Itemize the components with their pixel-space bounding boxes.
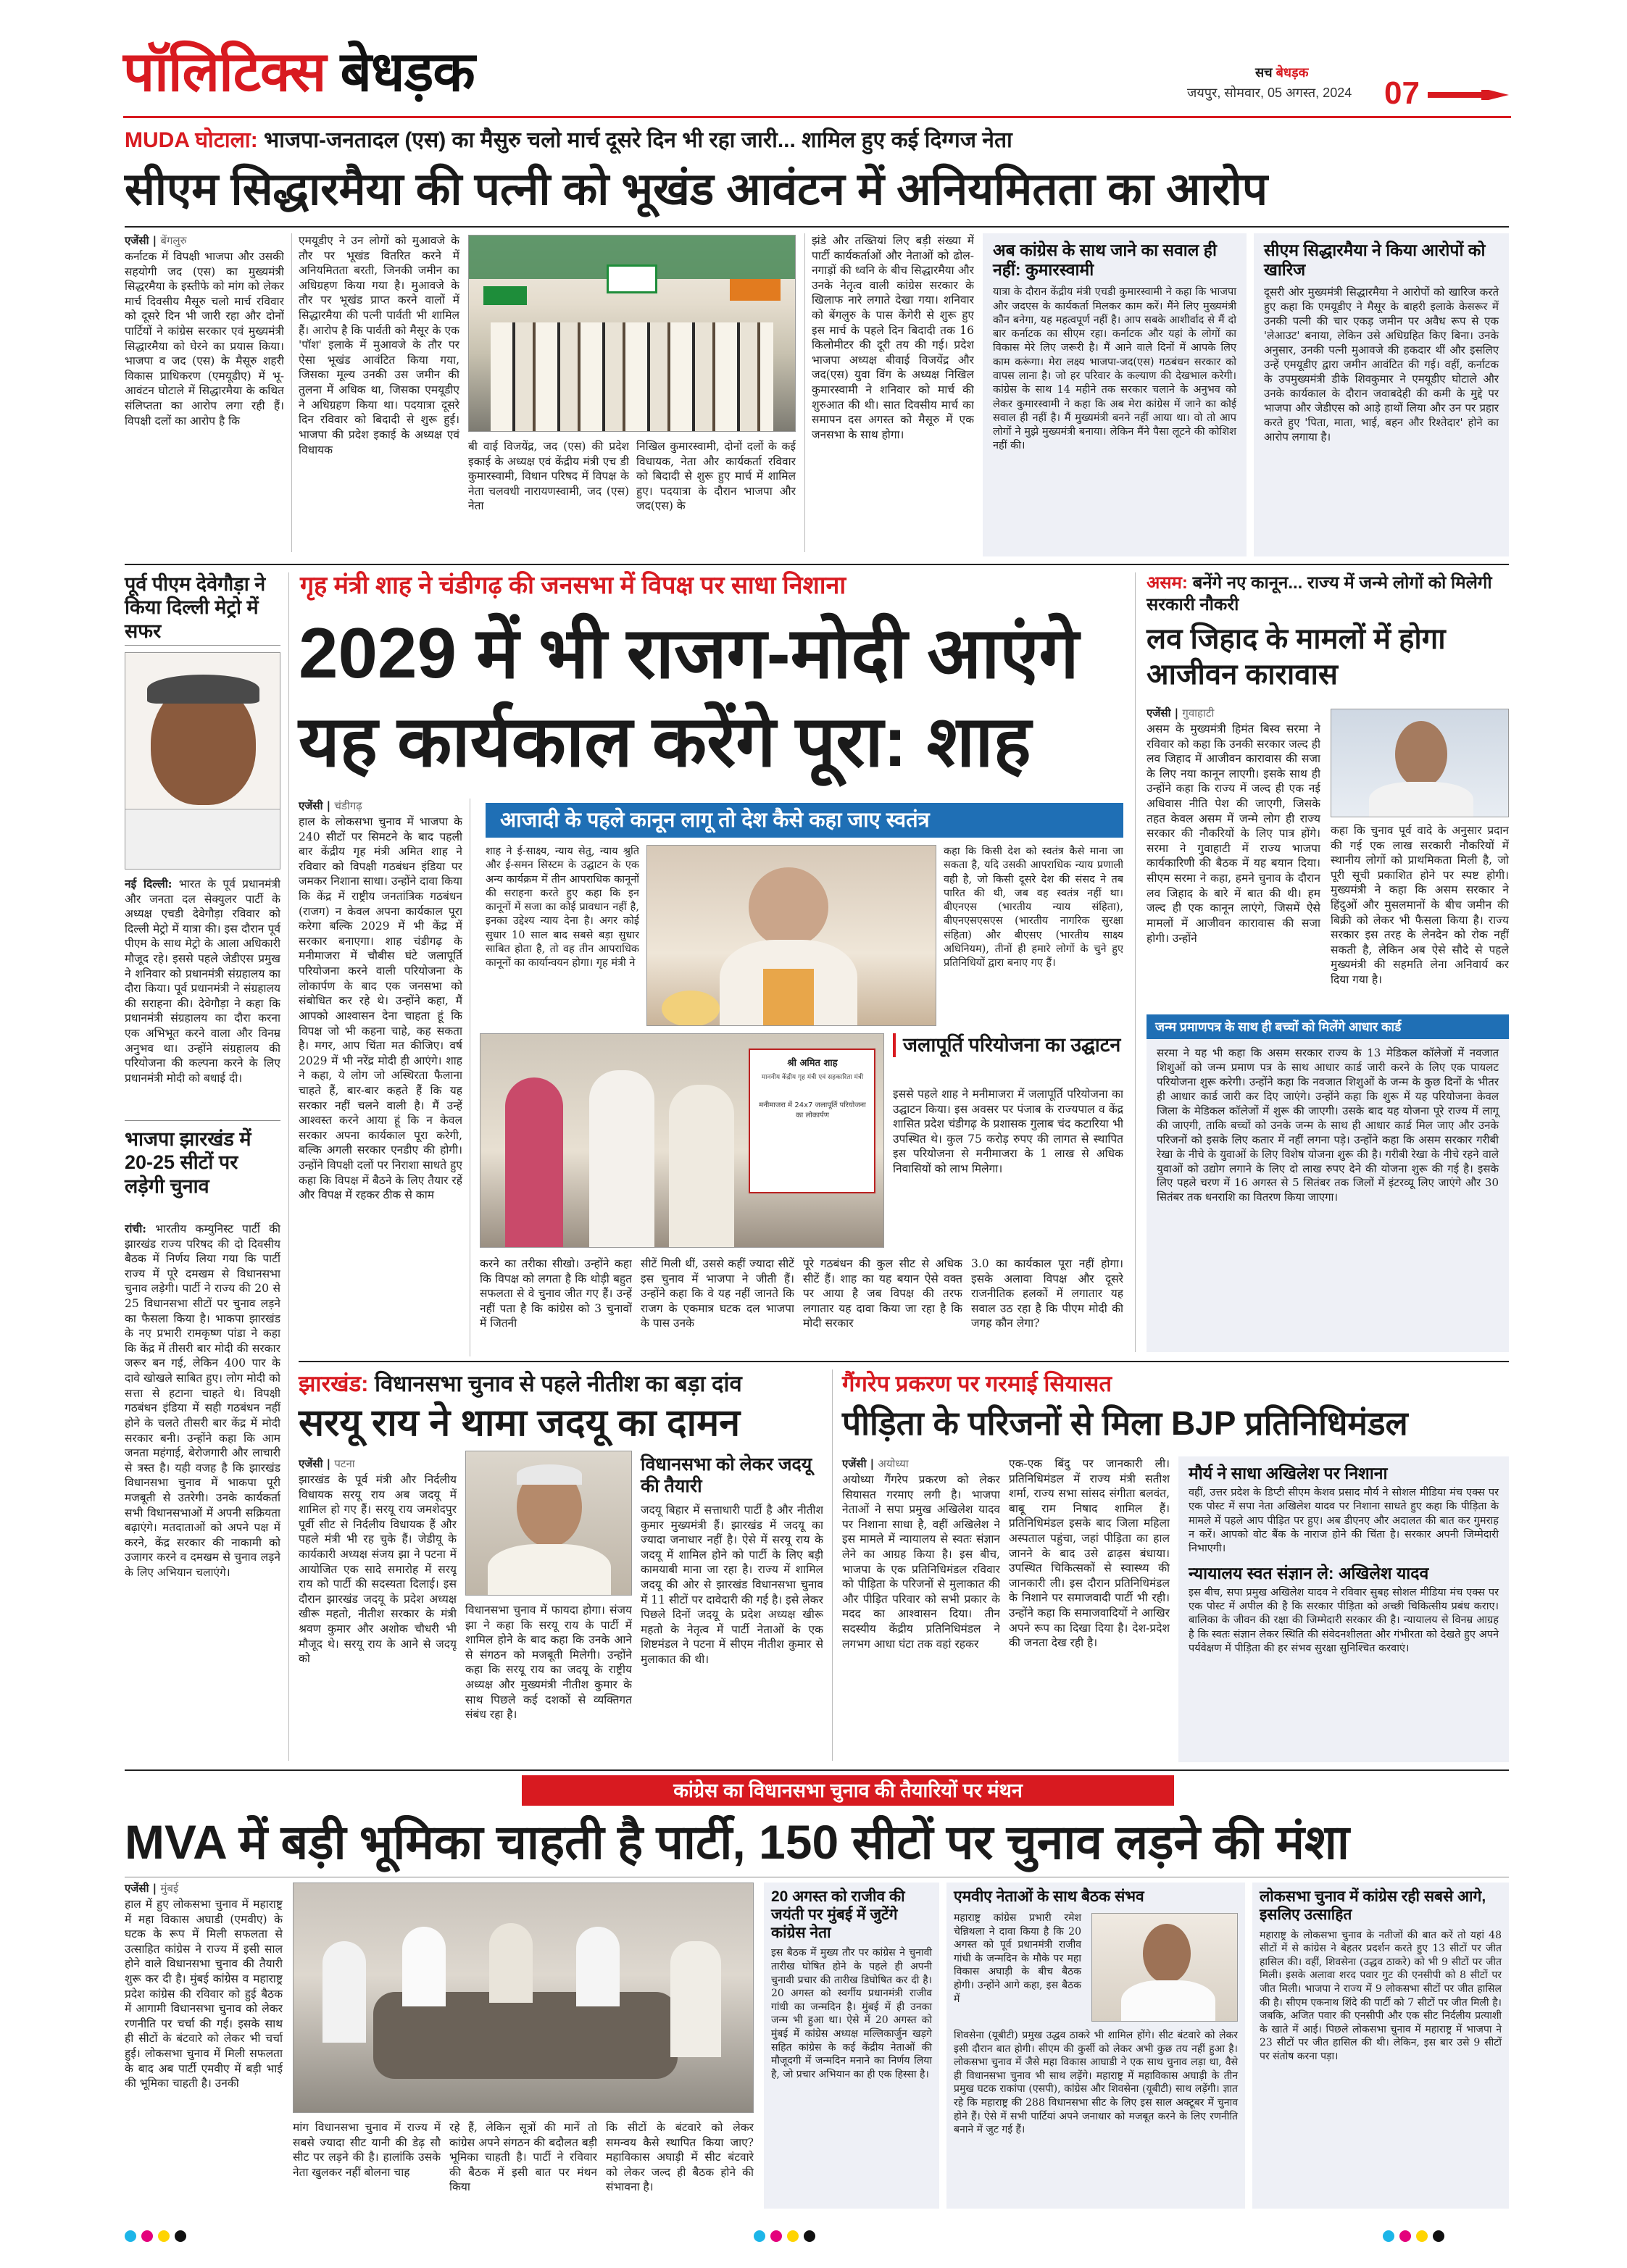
akhilesh-text: इस बीच, सपा प्रमुख अखिलेश यादव ने रविवार सुबह सोशल मीडिया मंच एक्स पर एक पोस्ट में अपील की है कि सरकार पीड़िता को अच्छी चिकित्सीय प्रबंध कराए। बालिका के जीवन की रक्षा की जिम्मेदारी सरकार की है। न्यायालय से विनम्र आग्रह है कि स्वतः संज्ञान लेकर स्थिति की संवेदनशीलता और गंभीरता को देखते हुए अपने पर्यवेक्षण में पीड़िता की हर संभव सुरक्षा सुनिश्चित करवाएं। — [1189, 1586, 1499, 1654]
muda-kicker-line — [125, 127, 1509, 154]
color-register-left — [125, 2230, 191, 2245]
muda-agency: एजेंसी — [125, 234, 149, 247]
assam-kicker-line — [1147, 572, 1509, 616]
muda-caption-2: निखिल कुमारस्वामी, दोनों दलों के कई विधायक, नेता और कार्यकर्ता रविवार को बिदादी से शुरू हुए मार्च में शामिल हुए। पदयात्रा के दौरान भाजपा और जद(एस) के — [636, 440, 796, 513]
muda-headline: सीएम सिद्धारमैया की पत्नी को भूखंड आवंटन में अनियमितता का आरोप — [125, 164, 1268, 214]
maurya-text: वहीं, उत्तर प्रदेश के डिप्टी सीएम केशव प्रसाद मौर्य ने सोशल मीडिया मंच एक्स पर एक पोस्ट में सपा नेता अखिलेश यादव पर निशाना साधते हुए कहा कि पीड़िता के मामले में पहले आप पीड़ित पर हुए। अब डीएनए और अदालत की बात कर गुमराह न करें। आपको वोट बैंक के नाराज होने की चिंता है। सरकार अपनी जिम्मेदारी निभाएगी। — [1189, 1487, 1499, 1555]
muda-city: बेंगलुरु — [160, 234, 187, 247]
saryu-dateline: एजेंसी | पटना — [299, 1457, 355, 1470]
mva-meet-head: एमवीए नेताओं के साथ बैठक संभव — [954, 1888, 1144, 1905]
shah-kicker: गृह मंत्री शाह ने चंडीगढ़ की जनसभा में विपक्ष पर साधा निशाना — [300, 572, 846, 599]
gangrape-city: अयोध्या — [878, 1457, 909, 1470]
pen-icon — [1428, 86, 1511, 104]
saryu-agency: एजेंसी — [299, 1457, 323, 1470]
assam-dateline: एजेंसी | गुवाहाटी — [1147, 706, 1215, 720]
gangrape-dateline: एजेंसी | अयोध्या — [842, 1457, 909, 1470]
loksabha-box — [1252, 1883, 1509, 2209]
jharkhand-bjp-text — [125, 1222, 280, 1762]
saryu-side-head: विधानसभा को लेकर जदयू की तैयारी — [641, 1454, 812, 1496]
deve-dateline: नई दिल्ली: — [125, 877, 172, 891]
color-register-center — [754, 2230, 820, 2245]
brand-black: बेधड़क — [340, 41, 475, 103]
assam-city: गुवाहाटी — [1182, 706, 1215, 720]
shah-head-line2: यह कार्यकाल करेंगे पूरा: शाह — [299, 701, 1031, 781]
muda-col4: झंडे और तख्तियां लिए बड़ी संख्या में पार्टी कार्यकर्ताओं और नेताओं को ढोल-नगाड़ों की ध्वनि के बीच सिद्धारमैया और उनके नेतृत्व वाली कांग्रेस सरकार के खिलाफ नारे लगाते देखा गया। शनिवार को बेंगलुरु के पास केंगेरी से शुरू हुए इस मार्च के पहले दिन बिदादी तक 16 किलोमीटर की दूरी तय की गई। प्रदेश भाजपा अध्यक्ष बीवाई विजयेंद्र और जद(एस) युवा विंग के अध्यक्ष निखिल कुमारस्वामी ने शनिवार को मार्च की शुरुआत की थी। सात दिवसीय मार्च का समापन दस अगस्त को मैसूरु में एक जनसभा के साथ होगा। — [812, 234, 974, 441]
deve-rule — [125, 645, 280, 646]
saryu-col2: विधानसभा चुनाव में फायदा होगा। संजय झा ने कहा कि सरयू राय के पार्टी में शामिल होने के बाद कहा कि उनके आने से संगठन को मजबूती मिलेगी। उन्होंने कहा कि सरयू राय का जदयू के राष्ट्रीय अध्यक्ष और मुख्यमंत्री नीतीश कुमार के साथ पिछले कई दशकों से व्यक्तिगत संबंध रहा है। — [465, 1604, 632, 1722]
brand-red: पॉलिटिक्स — [123, 41, 326, 103]
deve-head: पूर्व पीएम देवेगौड़ा ने किया दिल्ली मेट्रो में सफर — [125, 573, 266, 642]
kharij-box — [1254, 233, 1509, 556]
muda-dateline: एजेंसी | बेंगलुरु — [125, 234, 187, 247]
gangrape-head: पीड़िता के परिजनों से मिला BJP प्रतिनिधिमंडल — [842, 1404, 1408, 1442]
kumaraswamy-head: अब कांग्रेस के साथ जाने का सवाल ही नहीं: कुमारस्वामी — [993, 241, 1217, 280]
kharij-text: दूसरी ओर मुख्यमंत्री सिद्धारमैया ने आरोपों को खारिज करते हुए कहा कि एमयूडीए ने मैसूर के बाहरी इलाके केसरूर में उनकी पत्नी की चार एकड़ जमीन पर अवैध रूप से एक 'लेआउट' बनाया, लेकिन उसे अधिग्रहित किए बिना। उनके अनुसार, उनकी पत्नी मुआवजे की हकदार थीं और इसलिए उन्हें एमयूडीए द्वारा जमीन आवंटित की गई। वहीं, कर्नाटक के उपमुख्यमंत्री डीके शिवकुमार ने एमयूडीए घोटाले और उनके कार्यकाल के दौरान जवाबदेही की कमी के मुद्दे पर भाजपा और जेडीएस को आड़े हाथों लिया और उन पर प्रहार करते हुए 'पिता, माता, भाई, बहन और रिश्तेदार' होने का आरोप लगाया है। — [1264, 285, 1499, 443]
assam-blue-bar: जन्म प्रमाणपत्र के साथ ही बच्चों को मिलेंगे आधार कार्ड — [1147, 1014, 1509, 1039]
mva-city: मुंबई — [160, 1882, 179, 1895]
tag-red: बेधड़क — [1276, 65, 1309, 80]
akhilesh-head: न्यायालय स्वत संज्ञान ले: अखिलेश यादव — [1189, 1563, 1429, 1583]
saryu-side-text: जदयू बिहार में सत्ताधारी पार्टी है और नीतीश कुमार मुख्यमंत्री हैं। झारखंड में जदयू का ज्यादा जनाधार नहीं है। ऐसे में सरयू राय के जदयू में शामिल होने को पार्टी के लिए बड़ी कामयाबी माना जा रहा है। राज्य में शामिल जदयू की ओर से झारखंड विधानसभा चुनाव में 11 सीटों पर दावेदारी की गई है। इसे लेकर पिछले दिनों जदयू के प्रदेश अध्यक्ष खीरू महतो के नेतृत्व में पार्टी नेताओं के एक शिष्टमंडल ने पटना में सीएम नीतीश कुमार से मुलाकात की थी। — [641, 1504, 823, 1667]
assam-kicker: असम: — [1147, 573, 1188, 593]
jharkhand-bjp-body: भारतीय कम्युनिस्ट पार्टी की झारखंड राज्य परिषद की दो दिवसीय बैठक में निर्णय लिया गया कि पार्टी राज्य में पूरे दमखम से विधानसभा चुनाव लड़ेगी। पार्टी ने राज्य की 20 से 25 विधानसभा सीटों पर चुनाव लड़ने का फैसला किया है। भाकपा झारखंड के नए प्रभारी रामकृष्ण पांडा ने कहा कि केंद्र में तीसरी बार मोदी की सरकार जरूर बन गई, लेकिन 400 पार के दावे खोखले साबित हुए। लोग मोदी को सत्ता से हटाना चाहते थे। विपक्षी गठबंधन इंडिया में सही गठबंधन नहीं होने के चलते तीसरी बार केंद्र में मोदी सरकार बनी। उन्होंने कहा कि आम जनता महंगाई, बेरोजगारी और लाचारी से त्रस्त है। यही वजह है कि झारखंड विधानसभा चुनाव में भाकपा पूरी मजबूती से उतरेगी। उनके कार्यकर्ता सभी विधानसभाओं में अपनी सक्रियता बढ़ाएंगे। मतदाताओं को अपने पक्ष में करने, केंद्र सरकार की नाकामी को उजागर करने व दमखम से चुनाव लड़ने के लिए अभियान चलाएंगे। — [125, 1222, 280, 1580]
plaque-subtitle: माननीय केंद्रीय गृह मंत्री एवं सहकारिता मंत्री — [761, 1074, 864, 1081]
page-number: 07 — [1384, 75, 1420, 111]
saryu-head: सरयू राय ने थामा जदयू का दामन — [299, 1402, 741, 1444]
muda-kicker: MUDA घोटाला: — [125, 128, 258, 152]
shah-col1: हाल के लोकसभा चुनाव में भाजपा के 240 सीटों पर सिमटने के बाद पहली बार केंद्रीय गृह मंत्री अमित शाह ने रविवार को विपक्षी गठबंधन इंडिया पर जमकर निशाना साधा। उन्होंने दावा किया कि केंद्र में राष्ट्रीय जनतांत्रिक गठबंधन (राजग) न केवल अपना कार्यकाल पूरा करेगा बल्कि 2029 में भी केंद्र में सरकार बनाएगा। शाह चंडीगढ़ के मनीमाजरा में चौबीस घंटे जलापूर्ति परियोजना करने वाली परियोजना के लोकार्पण के बाद एक जनसभा को संबोधित कर रहे थे। उन्होंने कहा, मैं आपको आश्वासन देना चाहता हूं कि विपक्ष जो भी कहना चाहे, कह सकता है। मगर, आप चिंता मत कीजिए। वर्ष 2029 में भी नरेंद्र मोदी ही आएंगे। शाह ने कहा, ये लोग जो अस्थिरता फैलाना चाहते हैं, बार-बार कहते हैं कि यह सरकार नहीं चलने वाली है। मैं उन्हें आश्वस्त करने आया हूं कि न केवल सरकार अपना कार्यकाल पूरा करेगी, बल्कि अगली सरकार एनडीए की होगी। उन्होंने विपक्षी दलों पर निराशा साधते हुए कहा कि विपक्ष में बैठने के लिए तैयार रहें और विपक्ष में रहकर ठीक से काम — [299, 815, 462, 1202]
assam-aadhaar-text: सरमा ने यह भी कहा कि असम सरकार राज्य के 13 मेडिकल कॉलेजों में नवजात शिशुओं को जन्म प्रमाण पत्र के साथ आधार कार्ड जारी करने के लिए एक पायलट परियोजना शुरू करेगी। उन्होंने कहा कि नवजात शिशुओं के जन्म के कुछ दिनों के भीतर ही आधार कार्ड जारी कर दिए जाएंगे। उन्होंने कहा कि शुरू में यह परियोजना केवल जिला के मेडिकल कॉलेजों में शुरू की जाएगी। उसके बाद यह योजना पूरे राज्य में लागू की जाएगी, ताकि बच्चों को उनके जन्म के साथ ही आधार कार्ड मिल जाए और उनके परिजनों को इसके लिए कतार में नहीं लगना पड़े। उन्होंने कहा कि असम सरकार गरीबी रेखा के नीचे के युवाओं के लिए विशेष योजना शुरू की है। गरीबी रेखा के नीचे रहने वाले युवाओं को उद्योग लगाने के लिए दो लाख रुपए देने की योजना शुरू की गई है। इसके लिए पहले चरण में 16 अगस्त से 5 सितंबर तक जिलों में इंटरव्यू लिए जाएंगे और 30 सितंबर तक धनराशि का वितरण किया जाएगा। — [1157, 1046, 1499, 1204]
shah-agency: एजेंसी — [299, 799, 323, 812]
brand-name — [123, 41, 475, 104]
mva-bottom-col2: रहे हैं, लेकिन सूत्रों की मानें तो कांग्रेस अपने संगठन की बदौलत बड़ी भूमिका चाहती है। पार्टी ने रविवार की बैठक में इसी बात पर मंथन किया — [449, 2121, 597, 2194]
gangrape-col2: एक-एक बिंदु पर जानकारी ली। प्रतिनिधिमंडल में राज्य मंत्री सतीश शर्मा, राज्य सभा सांसद संगीता बलवंत, बाबू राम निषाद शामिल हैं। प्रतिनिधिमंडल इसके बाद जिला महिला अस्पताल पहुंचा, जहां पीड़िता का हाल जानने के बाद उसे ढाढ़स बंधाया। उपस्थित चिकित्सकों से स्वास्थ्य की जानकारी ली। इस दौरान प्रतिनिधिमंडल के निशाने पर समाजवादी पार्टी भी रही। उन्होंने कहा कि समाजवादियों ने आखिर अपने रूप का दिखा दिया है। देश-प्रदेश की जनता देख रही है। — [1009, 1457, 1170, 1650]
section-rule — [299, 1361, 1509, 1362]
shah-bottom-col1: करने का तरीका सीखो। उन्होंने कहा कि विपक्ष को लगता है कि थोड़ी बहुत सफलता से वे चुनाव जीत गए हैं। उन्हें नहीं पता है कि कांग्रेस को 3 चुनावों में जितनी — [480, 1257, 632, 1330]
assam-col2: कहा कि चुनाव पूर्व वादे के अनुसार प्रदान की गई एक लाख सरकारी नौकरियों में स्थानीय लोगों को प्राथमिकता मिली है, जो पूरी सूची प्रकाशित होने पर स्पष्ट होगी। मुख्यमंत्री ने कहा कि असम सरकार ने हिंदुओं और मुसलमानों के बीच जमीन की बिक्री को लेकर भी फैसला किया है। राज्य सरकार इस तरह के लेनदेन को रोक नहीं सकती है, लेकिन अब ऐसे सौदे से पहले मुख्यमंत्री की सहमति लेना अनिवार्य कर दिया गया है। — [1331, 824, 1509, 987]
mva-bottom-col3: कि सीटों के बंटवारे को लेकर समन्वय कैसे स्थापित किया जाए? महाविकास अघाड़ी में सीट बंटवारे को लेकर जल्द ही बैठक होने की संभावना है। — [606, 2121, 754, 2194]
shah-inauguration-photo — [480, 1033, 884, 1248]
brand-tagline — [1255, 64, 1308, 81]
section-rule — [125, 1769, 1509, 1771]
rajiv-head: 20 अगस्त को राजीव की जयंती पर मुंबई में जुटेंगे कांग्रेस नेता — [771, 1888, 905, 1941]
mva-meet-text-a: महाराष्ट्र कांग्रेस प्रभारी रमेश चेन्निथला ने दावा किया है कि 20 अगस्त को पूर्व प्रधानमंत्री राजीव गांधी के जन्मदिन के मौके पर महा विकास अघाड़ी के बीच बैठक होगी। उन्होंने आगे कहा, इस बैठक में — [954, 1912, 1081, 2005]
assam-aadhaar-box — [1147, 1039, 1509, 1352]
deve-body: भारत के पूर्व प्रधानमंत्री और जनता दल सेक्युलर पार्टी के अध्यक्ष एचडी देवेगौड़ा रविवार को दिल्ली मेट्रो में यात्रा की। इस दौरान पूर्व पीएम के साथ मेट्रो के आला अधिकारी मौजूद रहे। इससे पहले जेडीएस प्रमुख ने शनिवार को प्रधानमंत्री संग्रहालय का दौरा किया। पूर्व प्रधानमंत्री ने संग्रहालय की सराहना की। देवेगौड़ा ने कहा कि प्रधानमंत्री संग्रहालय का दौरा करना एक अभिभूत करने वाला और विनम्र अनुभव था। उन्होंने संग्रहालय की परियोजना की कल्पना करने के लिए प्रधानमंत्री मोदी को बधाई दी। — [125, 877, 280, 1085]
plaque-body: मनीमाजरा में 24x7 जलापूर्ति परियोजना का लोकार्पण — [759, 1101, 866, 1120]
saryu-kicker-line — [299, 1369, 828, 1398]
mva-meeting-photo — [293, 1883, 754, 2113]
assam-agency: एजेंसी — [1147, 706, 1171, 720]
mva-agency: एजेंसी — [125, 1882, 149, 1895]
saryu-roy-photo — [465, 1451, 632, 1596]
kumaraswamy-text: यात्रा के दौरान केंद्रीय मंत्री एचडी कुमारस्वामी ने कहा कि भाजपा और जदएस के कार्यकर्ता मिलकर काम करें। मैंने लिए मुख्यमंत्री कौन बनेगा, यह महत्वपूर्ण नहीं है। आप सबके आशीर्वाद से मैं दो बार कर्नाटक का सीएम रहा। कर्नाटक और यहां के लोगों का विकास मेरे लिए जरूरी है। मैं आने वाले दिनों में आपके लिए काम करूंगा। मेरा लक्ष्य भाजपा-जद(एस) गठबंधन सरकार को वापस लाना है। जो हर परिवार के कल्याण की देखभाल करेगी। कांग्रेस के साथ 14 महीने तक सरकार चलाने के अनुभव को लेकर कुमारस्वामी ने कहा कि अब मेरा कांग्रेस में जाने का कोई सवाल ही नहीं है। मैं मुख्यमंत्री बनने नहीं आया था। वो तो आप लोगों ने मुझे मुख्यमंत्री बनाया। लेकिन मैंने पैसा लूटने की कोशिश नहीं की। — [993, 286, 1236, 452]
mva-meet-box — [946, 1883, 1245, 2209]
tag-black: सच — [1255, 65, 1273, 80]
divider — [1135, 572, 1136, 1352]
saryu-city: पटना — [334, 1457, 355, 1470]
kumaraswamy-box — [983, 233, 1247, 556]
muda-head-rule — [125, 226, 1509, 228]
assam-col1: असम के मुख्यमंत्री हिमंत बिस्व सरमा ने रविवार को कहा कि उनकी सरकार जल्द ही लव जिहाद में आजीवन कारावास की सजा के लिए नया कानून लाएगी। इसके साथ ही उन्होंने कहा कि राज्य में जल्द ही एक नई अधिवास नीति पेश की जाएगी, जिसके तहत केवल असम में जन्मे लोग ही राज्य सरकार की नौकरियों के लिए पात्र होंगे। सरमा ने गुवाहाटी में राज्य भाजपा कार्यकारिणी की बैठक में यह बयान दिया। सीएम सरमा ने कहा, हमने चुनाव के दौरान लव जिहाद के बारे में बात की थी। हम जल्द ही एक कानून लाएंगे, जिसमें ऐसे मामलों में आजीवन कारावास की सजा होगी। उन्होंने — [1147, 722, 1320, 945]
muda-kicker-rest: भाजपा-जनतादल (एस) का मैसुरु चलो मार्च दूसरे दिन भी रहा जारी... शामिल हुए कई दिग्गज नेता — [264, 128, 1012, 152]
color-register-right — [1383, 2230, 1449, 2245]
masthead — [123, 41, 1511, 113]
gangrape-col1: अयोध्या गैंगरेप प्रकरण को लेकर सियासत गरमाए लगी है। भाजपा नेताओं ने सपा प्रमुख अखिलेश यादव पर निशाना साधा है, वहीं अखिलेश ने इस मामले में न्यायालय से स्वतः संज्ञान लेने का आग्रह किया है। इस बीच, भाजपा के एक प्रतिनिधिमंडल रविवार को पीड़िता के परिजनों से मुलाकात की और पीड़ित परिवार को सभी प्रकार के मदद का आश्वासन दिया। तीन सदस्यीय केंद्रीय प्रतिनिधिमंडल ने लगभग आधा घंटा तक वहां रहकर — [842, 1473, 1000, 1651]
shah-city: चंडीगढ़ — [334, 799, 362, 812]
shah-bottom-col3: पूरे गठबंधन की कुल सीट से अधिक सीटें हैं। शाह का यह बयान ऐसे वक्त पर आया है जब विपक्ष की तरफ लगातार यह दावा किया जा रहा है कि मोदी सरकार — [803, 1257, 962, 1330]
maurya-box — [1178, 1456, 1509, 1762]
muda-col1: कर्नाटक में विपक्षी भाजपा और उसकी सहयोगी जद (एस) का मुख्यमंत्री सिद्धरमैया के इस्तीफे को मांग को लेकर मार्च दिवसीय मैसूरु चलो मार्च रविवार को दूसरे दिन भी जारी रहा और दोनों पार्टियों ने कांग्रेस सरकार एवं मुख्यमंत्री सिद्धारमैया को घेरने का प्रयास किया। भाजपा व जद (एस) के मैसूरु शहरी विकास प्राधिकरण (एमयूडीए) में भू-आवंटन घोटाले में सिद्धारमैया के कथित संलिप्तता का आरोप लगा रही हैं। विपक्षी दलों का आरोप है कि — [125, 250, 284, 428]
divider — [125, 1120, 280, 1121]
himanta-photo — [1331, 709, 1509, 817]
mva-head: MVA में बड़ी भूमिका चाहती है पार्टी, 150 सीटों पर चुनाव लड़ने की मंशा — [125, 1815, 1349, 1869]
shah-head-line1: 2029 में भी राजग-मोदी आएंगे — [299, 613, 1079, 693]
mva-kicker: कांग्रेस का विधानसभा चुनाव की तैयारियों पर मंथन — [522, 1775, 1174, 1806]
mva-bottom-col1: मांग विधानसभा चुनाव में राज्य में सबसे ज्यादा सीट यानी की डेढ़ सौ सीट पर लड़ने की है। हालांकि उसके नेता खुलकर नहीं बोलना चाह — [293, 2121, 441, 2179]
deve-text — [125, 877, 280, 1116]
divider — [291, 233, 292, 552]
jal-head: जलापूर्ति परियोजना का उद्घाटन — [893, 1033, 1123, 1057]
gangrape-agency: एजेंसी — [842, 1457, 867, 1470]
muda-col2: एमयूडीए ने उन लोगों को मुआवजे के तौर पर भूखंड वितरित करने में अनियमितता बरती, जिनकी जमीन का अधिग्रहण किया गया है। मुआवजे के तौर पर भूखंड प्राप्त करने वालों में सिद्धारमैया की पत्नी पार्वती भी शामिल हैं। आरोप है कि पार्वती को मैसूर के एक 'पॉश' इलाके में मुआवजे के तौर पर ऐसा भूखंड आवंटित किया गया, जिसका मूल्य उनकी उस जमीन की तुलना में अधिक था, जिसका एमयूडीए ने अधिग्रहण किया था। पदयात्रा दूसरे दिन रविवार को बिदादी से शुरू हुई। भाजपा की प्रदेश इकाई के अध्यक्ष एवं विधायक — [299, 234, 459, 456]
devegowda-photo — [125, 652, 280, 870]
muda-caption-1: बी वाई विजयेंद्र, जद (एस) की प्रदेश इकाई के अध्यक्ष एवं केंद्रीय मंत्री एच डी कुमारस्वामी, विधान परिषद में विपक्ष के नेता चलवधी नारायणस्वामी, जद (एस) नेता — [468, 440, 629, 513]
kharij-head: सीएम सिद्धारमैया ने किया आरोपों को खारिज — [1264, 241, 1486, 280]
plaque-title: श्री अमित शाह — [787, 1058, 838, 1069]
maurya-head: मौर्य ने साधा अखिलेश पर निशाना — [1189, 1464, 1388, 1483]
chennithala-photo — [1091, 1913, 1238, 2022]
jharkhand-bjp-dateline: रांची: — [125, 1222, 146, 1235]
rajiv-text: इस बैठक में मुख्य तौर पर कांग्रेस ने चुनावी तारीख घोषित होने के पहले ही अपनी चुनावी प्रचार की तारीख डिघोषित कर दी है। 20 अगस्त को स्वर्गीय प्रधानमंत्री राजीव गांधी का जन्मदिन है। मुंबई में ही उनका जन्म भी हुआ था। ऐसे में 20 अगस्त को मुंबई में कांग्रेस अध्यक्ष मल्लिकार्जुन खड़गे सहित कांग्रेस के कई केंद्रीय नेताओं की मौजूदगी में जन्मदिन मनाने का निर्णय लिया है, जो प्रचार अभियान का ही एक हिस्सा है। — [771, 1947, 932, 2080]
divider — [804, 233, 805, 552]
divider — [288, 572, 289, 1761]
shah-bar-left: शाह ने ई-साक्ष्य, न्याय सेतु, न्याय श्रुति और ई-समन सिस्टम के उद्घाटन के एक अन्य कार्यक्रम में तीन आपराधिक कानूनों की सराहना करते हुए कहा कि इन कानूनों में सजा का कोई प्रावधान नहीं है, इनका उद्देश्य न्याय देना है। अगर कोई सुधार 10 साल बाद सबसे बड़ा सुधार साबित होता है, तो वह तीन आपराधिक कानूनों का कार्यान्वयन होगा। गृह मंत्री ने — [486, 846, 639, 970]
masthead-rule — [123, 116, 1511, 118]
saryu-kicker-rest: विधानसभा चुनाव से पहले नीतीश का बड़ा दांव — [375, 1371, 742, 1396]
assam-kicker-rest: बनेंगे नए कानून... राज्य में जन्मे लोगों को मिलेगी सरकारी नौकरी — [1147, 573, 1492, 614]
shah-bottom-col2: सीटें मिली थीं, उससे कहीं ज्यादा सीटें इस चुनाव में भाजपा ने जीती हैं। उन्होंने कहा कि वे यह नहीं जानते कि राजग के एकमात्र घटक दल भाजपा के पास उनके — [641, 1257, 794, 1330]
shah-speech-photo — [646, 845, 936, 1026]
shah-blue-bar: आजादी के पहले कानून लागू तो देश कैसे कहा जाए स्वतंत्र — [486, 803, 1123, 838]
assam-head: लव जिहाद के मामलों में होगा आजीवन कारावास — [1147, 623, 1446, 691]
loksabha-head: लोकसभा चुनाव में कांग्रेस रही सबसे आगे, इसलिए उत्साहित — [1260, 1888, 1486, 1923]
shah-bar-right: कहा कि किसी देश को स्वतंत्र कैसे माना जा सकता है, यदि उसकी आपराधिक न्याय प्रणाली वही है, जो किसी दूसरे देश की संसद ने तब पारित की थी, जब वह स्वतंत्र नहीं था। बीएनएस (भारतीय न्याय संहिता), बीएनएसएसएस (भारतीय नागरिक सुरक्षा संहिता) और बीएसए (भारतीय साक्ष्य अधिनियम), तीनों ही हमारे लोगों के चुने हुए प्रतिनिधियों द्वारा बनाए गए हैं। — [944, 846, 1123, 970]
loksabha-text: महाराष्ट्र के लोकसभा चुनाव के नतीजों की बात करें तो यहां 48 सीटों में से कांग्रेस ने बेहतर प्रदर्शन करते हुए 13 सीटों पर जीत हासिल की। वहीं, शिवसेना (उद्धव ठाकरे) को भी 9 सीटों पर जीत मिली। इसके अलावा शरद पवार गुट की एनसीपी को 8 सीटों पर जीत मिली। भाजपा ने राज्य में 9 लोकसभा सीटों पर जीत हासिल की है। सीएम एकनाथ शिंदे की पार्टी को 7 सीटों पर जीत मिली है। जबकि, अजित पवार की एनसीपी और एक सीट निर्दलीय प्रत्याशी के खाते में आई। पिछले लोकसभा चुनाव में महाराष्ट्र में भाजपा ने 23 सीटों पर जीत हासिल की थी। लेकिन, इस बार उसे 9 सीटों पर संतोष करना पड़ा। — [1260, 1929, 1502, 2063]
shah-bottom-col4: 3.0 का कार्यकाल पूरा नहीं होगा। इसके अलावा विपक्ष और दूसरे राजनीतिक हलकों में लगातार यह सवाल उठ रहा है कि पीएम मोदी की जगह कौन लेगा? — [971, 1257, 1123, 1330]
saryu-col1: झारखंड के पूर्व मंत्री और निर्दलीय विधायक सरयू राय अब जदयू में शामिल हो गए हैं। सरयू राय जमशेदपुर पूर्वी सीट से निर्दलीय विधायक हैं और पहले मंत्री भी रह चुके हैं। जेडीयू के कार्यकारी अध्यक्ष संजय झा ने पटना में आयोजित एक सादे समारोह में सरयू राय को पार्टी की सदस्यता दिलाई। इस दौरान झारखंड जदयू के प्रदेश अध्यक्ष खीरू महतो, नीतीश सरकार के मंत्री श्रवण कुमार और अशोक चौधरी भी मौजूद थे। सरयू राय के आने से जदयू को — [299, 1473, 457, 1666]
section-rule — [125, 564, 1509, 565]
jharkhand-bjp-head: भाजपा झारखंड में 20-25 सीटों पर लड़ेगी चुनाव — [125, 1128, 251, 1197]
mva-col1: हाल में हुए लोकसभा चुनाव में महाराष्ट्र में महा विकास अघाडी (एमवीए) के घटक के रूप में मिली सफलता से उत्साहित कांग्रेस ने राज्य में इसी साल होने वाले विधानसभा चुनाव की तैयारी शुरू कर दी है। मुंबई कांग्रेस व महाराष्ट्र प्रदेश कांग्रेस की रविवार को हुई बैठक में आगामी विधानसभा चुनाव को लेकर रणनीति पर चर्चा की गई। इसके साथ ही सीटों के बंटवारे को लेकर भी चर्चा हुई। लोकसभा चुनाव में मिली सफलता के बाद अब पार्टी एमवीए में बड़ी भाई की भूमिका चाहती है। उनकी — [125, 1898, 283, 2090]
saryu-kicker: झारखंड: — [299, 1371, 369, 1396]
mva-meet-text-b: शिवसेना (यूबीटी) प्रमुख उद्धव ठाकरे भी शामिल होंगे। सीट बंटवारे को लेकर इसी दौरान बात होगी। सीएम की कुर्सी को लेकर अभी कुछ तय नहीं हुआ है। लोकसभा चुनाव में जैसे महा विकास आघाडी ने एक साथ चुनाव लड़ा था, वैसे ही विधानसभा चुनाव भी साथ लड़ेंगे। महाराष्ट्र में महाविकास अघाड़ी के तीन प्रमुख घटक राकांपा (एसपी), कांग्रेस और शिवसेना (यूबीटी) साथ लड़ेंगी। ज्ञात रहे कि महाराष्ट्र की 288 विधानसभा सीट के लिए इस साल अक्टूबर में चुनाव होने हैं। ऐसे में सभी पार्टियां अपने जनाधार को मजबूत करने के लिए रणनीति बनाने में जुट गई हैं। — [954, 2030, 1238, 2136]
gangrape-kicker: गैंगरेप प्रकरण पर गरमाई सियासत — [842, 1371, 1112, 1396]
shah-dateline: एजेंसी | चंडीगढ़ — [299, 799, 362, 812]
muda-march-photo — [468, 235, 796, 432]
rajiv-box — [764, 1883, 939, 2209]
jal-text: इससे पहले शाह ने मनीमाजरा में जलापूर्ति परियोजना का उद्घाटन किया। इस अवसर पर पंजाब के राज्यपाल व केंद्र शासित प्रदेश चंडीगढ़ के प्रशासक गुलाब चंद कटारिया भी उपस्थित थे। कुल 75 करोड़ रुपए की लागत से स्थापित इस परियोजना से मनीमाजरा के 1 लाख से अधिक निवासियों को लाभ मिलेगा। — [893, 1088, 1123, 1176]
divider — [832, 1369, 833, 1761]
issue-date: जयपुर, सोमवार, 05 अगस्त, 2024 — [1187, 86, 1352, 100]
mva-dateline: एजेंसी | मुंबई — [125, 1882, 179, 1895]
